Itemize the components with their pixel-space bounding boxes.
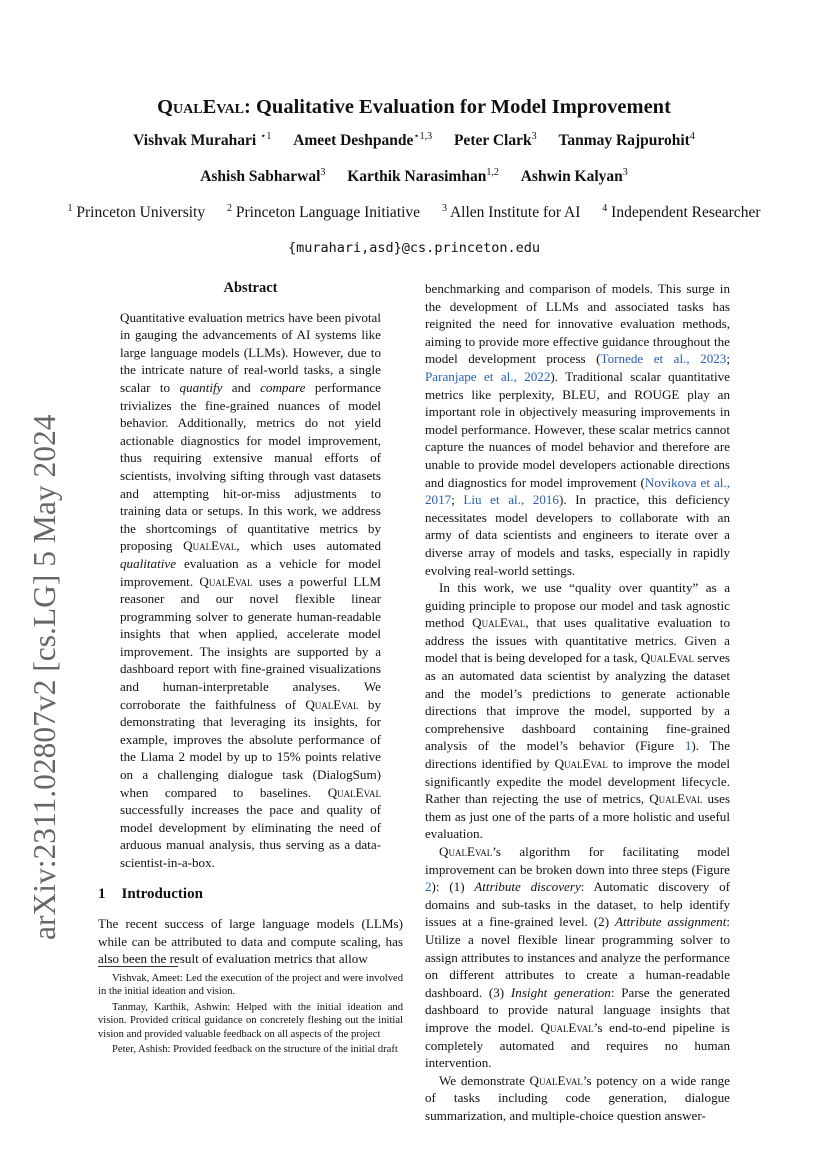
right-column xyxy=(425,280,730,1125)
contact-email: {murahari,asd}@cs.princeton.edu xyxy=(288,240,540,256)
affiliation: $^1$ Princeton University xyxy=(67,203,206,222)
footnote: Vishvak, Ameet: Led the execution of the project and were involved in the initial ideation and vision. xyxy=(98,973,403,998)
author-line-1 xyxy=(0,131,828,150)
author: Tanmay Rajpurohit$^4$ xyxy=(558,131,695,150)
author: Karthik Narasimhan$^{1,2}$ xyxy=(347,167,499,186)
paper-title xyxy=(0,96,828,119)
figure-link[interactable]: 2 xyxy=(425,879,432,895)
citation-link[interactable]: Liu et al., 2016 xyxy=(463,492,559,508)
author: Ameet Deshpande$^{⋆1,3}$ xyxy=(293,131,433,150)
affiliations xyxy=(0,203,828,222)
affiliation: $^3$ Allen Institute for AI xyxy=(441,203,581,222)
author: Ashish Sabharwal$^3$ xyxy=(200,167,326,186)
author: Ashwin Kalyan$^3$ xyxy=(520,167,628,186)
citation-link[interactable]: Tornede et al., 2023 xyxy=(600,351,727,367)
citation-link[interactable]: Paranjape et al., 2022 xyxy=(425,368,551,384)
figure-link[interactable]: 1 xyxy=(684,738,692,754)
section-heading-introduction: 1 Introduction xyxy=(98,885,203,902)
footnotes xyxy=(98,966,403,1058)
footnote: Peter, Ashish: Provided feedback on the structure of the initial draft xyxy=(112,1044,398,1056)
left-column xyxy=(98,280,403,968)
author: Vishvak Murahari $^{⋆1}$ xyxy=(133,131,272,150)
body-paragraph: benchmarking and comparison of models. This surge in the development of LLMs and associated tasks has reignited the need for innovative evaluation methods, aiming to provide more effective guidance throughout the model development process (Tornede et al., 2023; Paranjape et al., 2022). Traditional scalar quantitative metrics like perplexity, BLEU, and ROUGE play an important role in objectively measuring improvements in model performance. However, these scalar metrics cannot capture the nuances of model behavior and therefore are unable to provide model developers actionable directions and diagnostics for model improvement (Novikova et al., 2017; Liu et al., 2016). In practice, this deficiency necessitates model developers to collaborate with an army of data scientists and engineers to iterate over a diverse array of models and tasks, especially in rapidly evolving real-world settings. xyxy=(425,281,730,578)
body-paragraph: QualEval’s algorithm for facilitating model improvement can be broken down into three steps (Figure 2): (1) Attribute discovery: Automatic discovery of domains and sub-tasks in the dataset, to help identify issues at a fine-grained level. (2) Attribute assignment: Utilize a novel flexible linear programming solver to assign attributes to instances and analyze the performance on different attributes to create a human-readable dashboard. (3) Insight generation: Parse the generated dashboard to provide natural language insights that improve the model. QualEval’s end-to-end pipeline is completely automated and requires no human intervention. xyxy=(425,844,731,1071)
body-paragraph: In this work, we use “quality over quantity” as a guiding principle to propose our model and task agnostic method QualEval, that uses qualitative evaluation to address the issues with quantitative metrics. Given a model that is being developed for a task, QualEval serves as an automated data scientist by analyzing the dataset and the model’s predictions to generate actionable directions that improve the model, supported by a comprehensive dashboard containing fine-grained analysis of the model’s behavior (Figure 1). The directions identified by QualEval to improve the model significantly expedite the model development lifecycle. Rather than rejecting the use of metrics, QualEval uses them as just one of the parts of a more holistic and useful evaluation. xyxy=(425,580,731,842)
title-system-name: QualEval xyxy=(157,96,245,118)
intro-paragraph: The recent success of large language models (LLMs) while can be attributed to data and compute scaling, has also been the result of evaluation metrics that allow xyxy=(98,916,403,967)
abstract-text: Quantitative evaluation metrics have been pivotal in gauging the advancements of AI systems like large language models (LLMs). However, due to the intricate nature of real-world tasks, a single scalar to quantify and compare performance trivializes the fine-grained nuances of model behavior. Additionally, metrics do not yield actionable diagnostics for model improvement, thus requiring extensive manual efforts of scientists, involving sifting through vast datasets and attempting hit-or-miss adjustments to training data or setups. In this work, we address the shortcomings of quantitative metrics by proposing QualEval, which uses automated qualitative evaluation as a vehicle for model improvement. QualEval uses a powerful LLM reasoner and our novel flexible linear programming solver to generate human-readable insights that when applied, accelerate model improvement. The insights are supported by a dashboard report with fine-grained visualizations and human-interpretable analyses. We corroborate the faithfulness of QualEval by demonstrating that leveraging its insights, for example, improves the absolute performance of the Llama 2 model by up to 15% points relative on a challenging dialogue task (DialogSum) when compared to baselines. QualEval successfully increases the pace and quality of model development by eliminating the need of arduous manual analysis, thus serving as a data-scientist-in-a-box. xyxy=(120,309,381,870)
body-paragraph: We demonstrate QualEval’s potency on a wide range of tasks including code generation, dialogue summarization, and multiple-choice question answer- xyxy=(425,1072,730,1123)
author-line-2 xyxy=(0,167,828,186)
footnote: Tanmay, Karthik, Ashwin: Helped with the initial ideation and vision. Provided critical guidance on concretely fleshing out the initial vision and provided valuable feedback on all aspects of the project xyxy=(98,1001,403,1040)
title-rest: : Qualitative Evaluation for Model Improvement xyxy=(244,96,671,118)
footnote-rule xyxy=(98,966,178,967)
abstract-heading: Abstract xyxy=(223,280,278,296)
citation-link[interactable]: Novikova et al., 2017 xyxy=(425,474,730,508)
author: Peter Clark$^3$ xyxy=(453,131,537,150)
affiliation: $^2$ Princeton Language Initiative xyxy=(226,203,421,222)
arxiv-identifier: arXiv:2311.02807v2 [cs.LG] 5 May 2024 xyxy=(27,414,62,940)
affiliation: $^4$ Independent Researcher xyxy=(602,203,761,222)
